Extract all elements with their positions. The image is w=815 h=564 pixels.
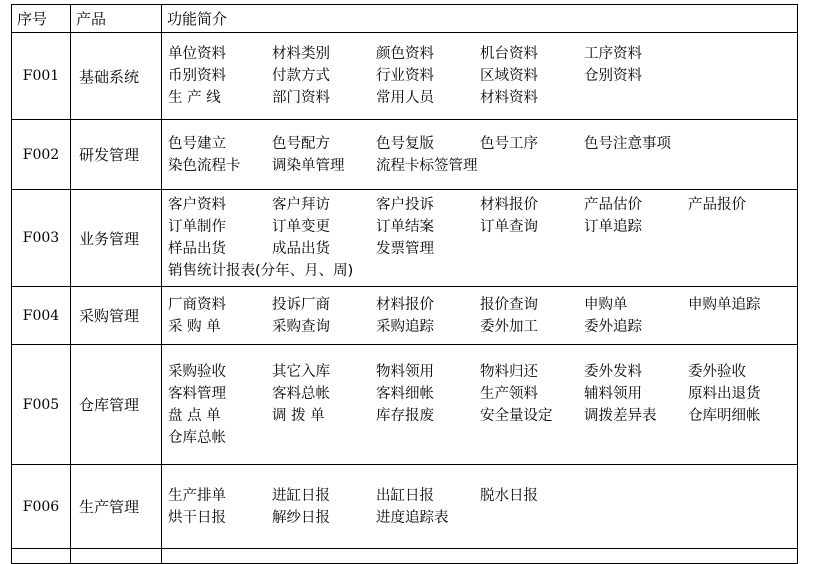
function-item: 脱水日报 bbox=[480, 487, 538, 504]
function-item: 销售统计报表(分年、月、周) bbox=[168, 263, 354, 279]
function-item: 材料资料 bbox=[480, 90, 538, 106]
table-row bbox=[12, 33, 798, 120]
function-item: 厂商资料 bbox=[168, 296, 226, 313]
function-item: 流程卡标签管理 bbox=[376, 157, 478, 174]
table-row bbox=[12, 345, 798, 465]
table-row bbox=[12, 120, 798, 190]
function-item: 色号复版 bbox=[376, 135, 434, 152]
function-item: 样品出货 bbox=[168, 241, 226, 257]
function-item: 采 购 单 bbox=[168, 318, 221, 335]
function-item: 其它入库 bbox=[272, 363, 330, 380]
row-functions bbox=[162, 287, 798, 345]
function-item: 工序资料 bbox=[584, 46, 642, 62]
function-item: 机台资料 bbox=[480, 46, 538, 62]
function-item: 单位资料 bbox=[168, 46, 226, 62]
header-intro: 功能简介 bbox=[162, 5, 798, 33]
function-item: 订单查询 bbox=[480, 219, 538, 235]
function-item: 进缸日报 bbox=[272, 487, 330, 504]
function-item: 订单结案 bbox=[376, 219, 434, 235]
function-item: 材料报价 bbox=[480, 197, 538, 213]
function-item: 客料总帐 bbox=[272, 385, 330, 402]
function-item: 原料出退货 bbox=[688, 385, 761, 402]
function-item: 进度追踪表 bbox=[376, 509, 449, 526]
function-item: 产品估价 bbox=[584, 197, 642, 213]
function-item: 订单制作 bbox=[168, 219, 226, 235]
table-row bbox=[12, 190, 798, 287]
function-item: 安全量设定 bbox=[480, 407, 553, 424]
function-item: 烘干日报 bbox=[168, 509, 226, 526]
function-item: 币别资料 bbox=[168, 68, 226, 84]
table-row bbox=[12, 287, 798, 345]
function-item: 区域资料 bbox=[480, 68, 538, 84]
function-item: 色号配方 bbox=[272, 135, 330, 152]
function-item: 盘 点 单 bbox=[168, 407, 221, 424]
function-item: 客料细帐 bbox=[376, 385, 434, 402]
function-grid bbox=[168, 295, 793, 337]
row-functions bbox=[162, 120, 798, 190]
row-product: 基础系统 bbox=[71, 33, 162, 120]
function-item: 生产排单 bbox=[168, 487, 226, 504]
function-item: 仓别资料 bbox=[584, 68, 642, 84]
row-functions bbox=[162, 345, 798, 465]
function-item: 材料报价 bbox=[376, 296, 434, 313]
function-item: 订单追踪 bbox=[584, 219, 642, 235]
row-product: 仓库管理 bbox=[71, 345, 162, 465]
row-product: 生产管理 bbox=[71, 465, 162, 549]
function-item: 订单变更 bbox=[272, 219, 330, 235]
row-functions bbox=[162, 190, 798, 287]
function-item: 产品报价 bbox=[688, 197, 746, 213]
feature-table bbox=[11, 4, 798, 564]
function-item: 申购单追踪 bbox=[688, 296, 761, 313]
row-code: F006 bbox=[12, 465, 71, 549]
function-item: 客户投诉 bbox=[376, 197, 434, 213]
function-grid bbox=[168, 195, 793, 281]
function-item: 部门资料 bbox=[272, 90, 330, 106]
function-item: 报价查询 bbox=[480, 296, 538, 313]
row-functions bbox=[162, 465, 798, 549]
table-row bbox=[12, 465, 798, 549]
function-item: 仓库总帐 bbox=[168, 429, 226, 446]
function-item: 采购追踪 bbox=[376, 318, 434, 335]
function-item: 库存报废 bbox=[376, 407, 434, 424]
function-item: 客户资料 bbox=[168, 197, 226, 213]
header-product: 产品 bbox=[71, 5, 162, 33]
function-item: 委外追踪 bbox=[584, 318, 642, 335]
function-grid bbox=[168, 362, 793, 448]
function-item: 色号建立 bbox=[168, 135, 226, 152]
function-grid bbox=[168, 486, 793, 528]
function-item: 客户拜访 bbox=[272, 197, 330, 213]
row-code: F002 bbox=[12, 120, 71, 190]
function-item: 解纱日报 bbox=[272, 509, 330, 526]
header-no: 序号 bbox=[12, 5, 71, 33]
function-item: 投诉厂商 bbox=[272, 296, 330, 313]
function-item: 辅料领用 bbox=[584, 385, 642, 402]
function-item: 生 产 线 bbox=[168, 90, 221, 106]
function-item: 材料类别 bbox=[272, 46, 330, 62]
function-grid bbox=[168, 134, 793, 176]
function-item: 付款方式 bbox=[272, 68, 330, 84]
function-item: 物料领用 bbox=[376, 363, 434, 380]
row-code: F001 bbox=[12, 33, 71, 120]
function-grid bbox=[168, 44, 793, 108]
row-code: F005 bbox=[12, 345, 71, 465]
function-item: 颜色资料 bbox=[376, 46, 434, 62]
row-product: 采购管理 bbox=[71, 287, 162, 345]
function-item: 色号注意事项 bbox=[584, 135, 671, 152]
function-item: 色号工序 bbox=[480, 135, 538, 152]
function-item: 调染单管理 bbox=[272, 157, 345, 174]
function-item: 生产领料 bbox=[480, 385, 538, 402]
function-item: 仓库明细帐 bbox=[688, 407, 761, 424]
row-product: 业务管理 bbox=[71, 190, 162, 287]
function-item: 行业资料 bbox=[376, 68, 434, 84]
function-item: 客料管理 bbox=[168, 385, 226, 402]
function-item: 成品出货 bbox=[272, 241, 330, 257]
function-item: 委外加工 bbox=[480, 318, 538, 335]
function-item: 出缸日报 bbox=[376, 487, 434, 504]
function-item: 委外发料 bbox=[584, 363, 642, 380]
function-item: 染色流程卡 bbox=[168, 157, 241, 174]
function-item: 委外验收 bbox=[688, 363, 746, 380]
table-header-row bbox=[12, 5, 798, 33]
function-item: 采购验收 bbox=[168, 363, 226, 380]
row-product: 研发管理 bbox=[71, 120, 162, 190]
function-item: 调 拨 单 bbox=[272, 407, 325, 424]
table-row-partial bbox=[12, 549, 798, 564]
function-item: 发票管理 bbox=[376, 241, 434, 257]
function-item: 申购单 bbox=[584, 296, 628, 313]
function-item: 采购查询 bbox=[272, 318, 330, 335]
row-functions bbox=[162, 33, 798, 120]
row-code: F003 bbox=[12, 190, 71, 287]
function-item: 物料归还 bbox=[480, 363, 538, 380]
function-item: 常用人员 bbox=[376, 90, 434, 106]
function-item: 调拨差异表 bbox=[584, 407, 657, 424]
row-code: F004 bbox=[12, 287, 71, 345]
